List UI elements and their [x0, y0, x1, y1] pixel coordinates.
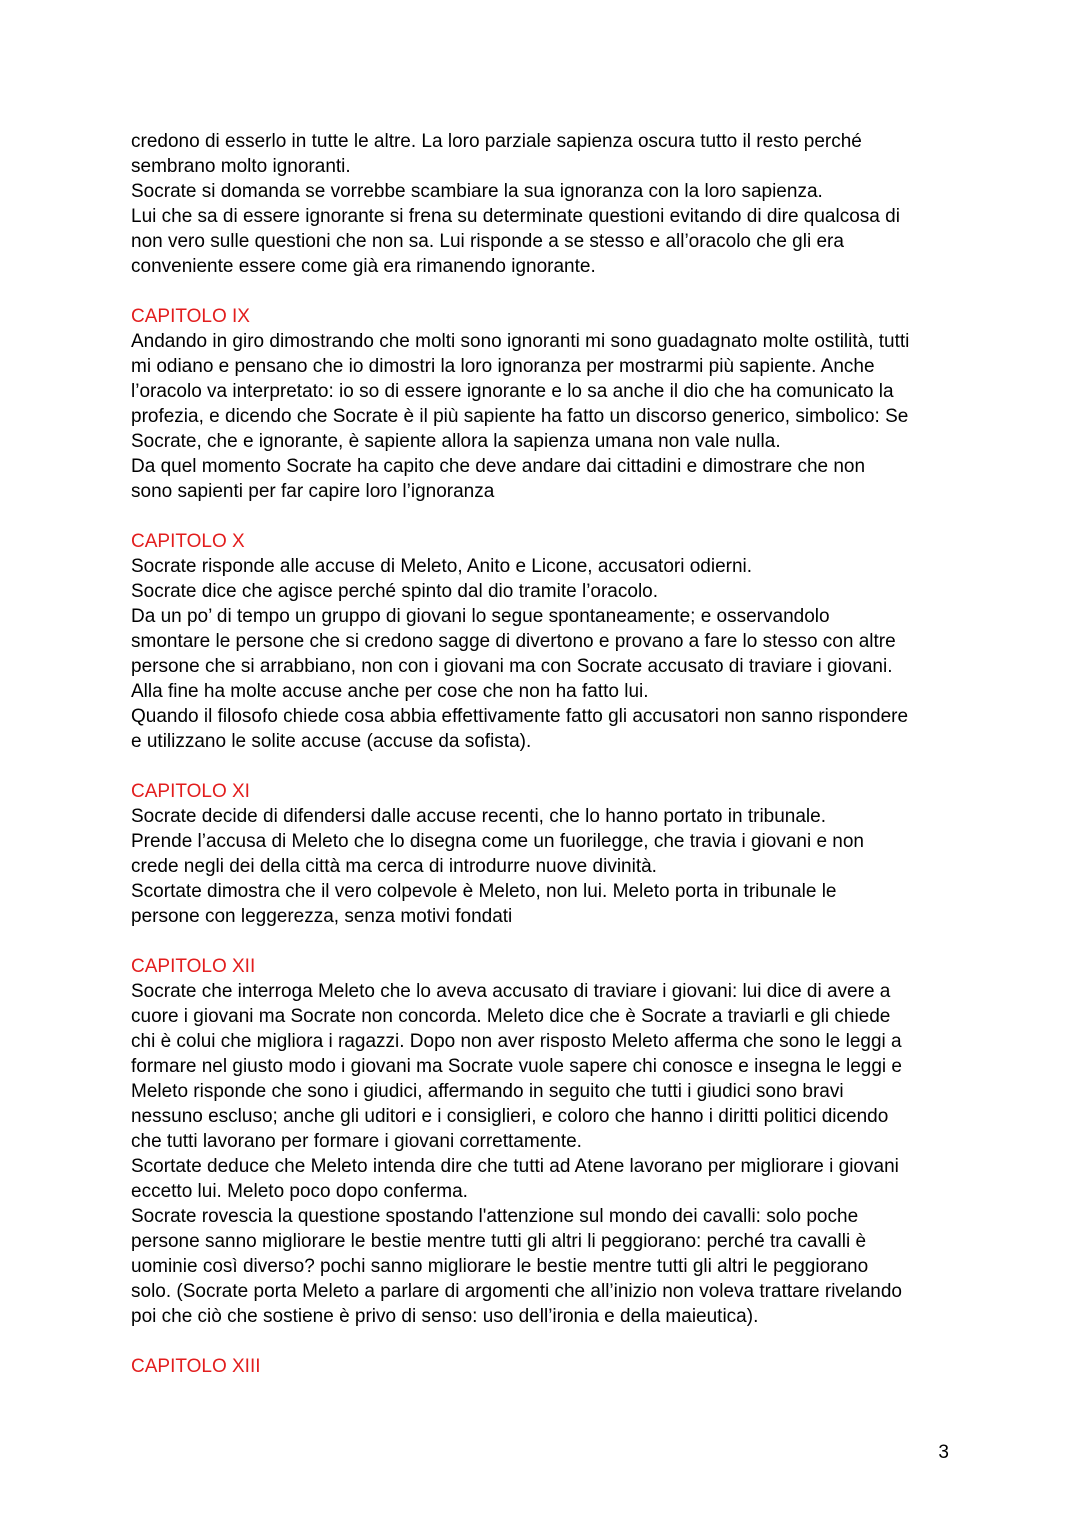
paragraph-spacer [131, 754, 957, 779]
body-text-line: cuore i giovani ma Socrate non concorda. Meleto dice che è Socrate a traviarli e gli chiede [131, 1006, 891, 1027]
paragraph-spacer [131, 1329, 957, 1354]
body-text-line: Socrate dice che agisce perché spinto dal dio tramite l’oracolo. [131, 581, 659, 602]
body-text-line: e utilizzano le solite accuse (accuse da sofista). [131, 731, 532, 752]
body-text-line: profezia, e dicendo che Socrate è il più sapiente ha fatto un discorso generico, simbolico: Se [131, 406, 909, 427]
body-text-line: Prende l’accusa di Meleto che lo disegna come un fuorilegge, che travia i giovani e non [131, 831, 865, 852]
chapter-heading: CAPITOLO X [131, 531, 245, 552]
body-text-line: mi odiano e pensano che io dimostri la loro ignoranza per mostrarmi più sapiente. Anche [131, 356, 875, 377]
body-text-line: chi è colui che migliora i ragazzi. Dopo non aver risposto Meleto afferma che sono le leggi a [131, 1031, 902, 1052]
paragraph-spacer [131, 504, 957, 529]
body-text-line: Socrate rovescia la questione spostando l'attenzione sul mondo dei cavalli: solo poche [131, 1206, 859, 1227]
body-text-line: credono di esserlo in tutte le altre. La loro parziale sapienza oscura tutto il resto perché [131, 131, 862, 152]
chapter-heading: CAPITOLO XIII [131, 1356, 261, 1377]
body-text-line: smontare le persone che si credono sagge di divertono e provano a fare lo stesso con altre [131, 631, 896, 652]
body-text-line: formare nel giusto modo i giovani ma Socrate vuole sapere chi conosce e insegna le leggi e [131, 1056, 903, 1077]
chapter-heading: CAPITOLO XII [131, 956, 256, 977]
body-text-line: Scortate dimostra che il vero colpevole è Meleto, non lui. Meleto porta in tribunale le [131, 881, 837, 902]
body-text-line: Socrate si domanda se vorrebbe scambiare la sua ignoranza con la loro sapienza. [131, 181, 823, 202]
body-text-line: Alla fine ha molte accuse anche per cose che non ha fatto lui. [131, 681, 649, 702]
body-text-line: persone che si arrabbiano, non con i giovani ma con Socrate accusato di traviare i giovani. [131, 656, 893, 677]
body-text-line: uominie così diverso? pochi sanno migliorare le bestie mentre tutti gli altri le peggiorano [131, 1256, 869, 1277]
body-text-line: nessuno escluso; anche gli uditori e i consiglieri, e coloro che hanno i diritti politici dicendo [131, 1106, 889, 1127]
body-text-line: Quando il filosofo chiede cosa abbia effettivamente fatto gli accusatori non sanno rispondere [131, 706, 909, 727]
body-text-line: Socrate risponde alle accuse di Meleto, Anito e Licone, accusatori odierni. [131, 556, 753, 577]
body-text-line: Scortate deduce che Meleto intenda dire che tutti ad Atene lavorano per migliorare i giovani [131, 1156, 899, 1177]
chapter-heading: CAPITOLO XI [131, 781, 250, 802]
page-number: 3 [938, 1442, 949, 1463]
body-text-line: Da un po’ di tempo un gruppo di giovani lo segue spontaneamente; e osservandolo [131, 606, 830, 627]
body-text-line: Meleto risponde che sono i giudici, affermando in seguito che tutti i giudici sono bravi [131, 1081, 844, 1102]
body-text-line: Lui che sa di essere ignorante si frena su determinate questioni evitando di dire qualcosa di [131, 206, 900, 227]
body-text-line: Andando in giro dimostrando che molti sono ignoranti mi sono guadagnato molte ostilità, tutti [131, 331, 910, 352]
body-text-line: poi che ciò che sostiene è privo di senso: uso dell’ironia e della maieutica). [131, 1306, 759, 1327]
paragraph-spacer [131, 929, 957, 954]
body-text-line: sono sapienti per far capire loro l’ignoranza [131, 481, 495, 502]
body-text-line: Socrate, che e ignorante, è sapiente allora la sapienza umana non vale nulla. [131, 431, 781, 452]
body-text-line: persone con leggerezza, senza motivi fondati [131, 906, 513, 927]
body-text-line: l’oracolo va interpretato: io so di essere ignorante e lo sa anche il dio che ha comunicato la [131, 381, 894, 402]
body-text-line: solo. (Socrate porta Meleto a parlare di argomenti che all’inizio non voleva trattare rivelando [131, 1281, 902, 1302]
body-text-line: sembrano molto ignoranti. [131, 156, 351, 177]
body-text-line: persone sanno migliorare le bestie mentre tutti gli altri li peggiorano: perché tra cavalli è [131, 1231, 867, 1252]
body-text-line: Socrate che interroga Meleto che lo aveva accusato di traviare i giovani: lui dice di avere a [131, 981, 891, 1002]
body-text-line: Socrate decide di difendersi dalle accuse recenti, che lo hanno portato in tribunale. [131, 806, 826, 827]
body-text-line: conveniente essere come già era rimanendo ignorante. [131, 256, 596, 277]
document-body [131, 129, 957, 1379]
body-text-line: Da quel momento Socrate ha capito che deve andare dai cittadini e dimostrare che non [131, 456, 866, 477]
body-text-line: che tutti lavorano per formare i giovani correttamente. [131, 1131, 582, 1152]
chapter-heading: CAPITOLO IX [131, 306, 250, 327]
body-text-line: eccetto lui. Meleto poco dopo conferma. [131, 1181, 468, 1202]
paragraph-spacer [131, 279, 957, 304]
body-text-line: non vero sulle questioni che non sa. Lui risponde a se stesso e all’oracolo che gli era [131, 231, 844, 252]
body-text-line: crede negli dei della città ma cerca di introdurre nuove divinità. [131, 856, 657, 877]
